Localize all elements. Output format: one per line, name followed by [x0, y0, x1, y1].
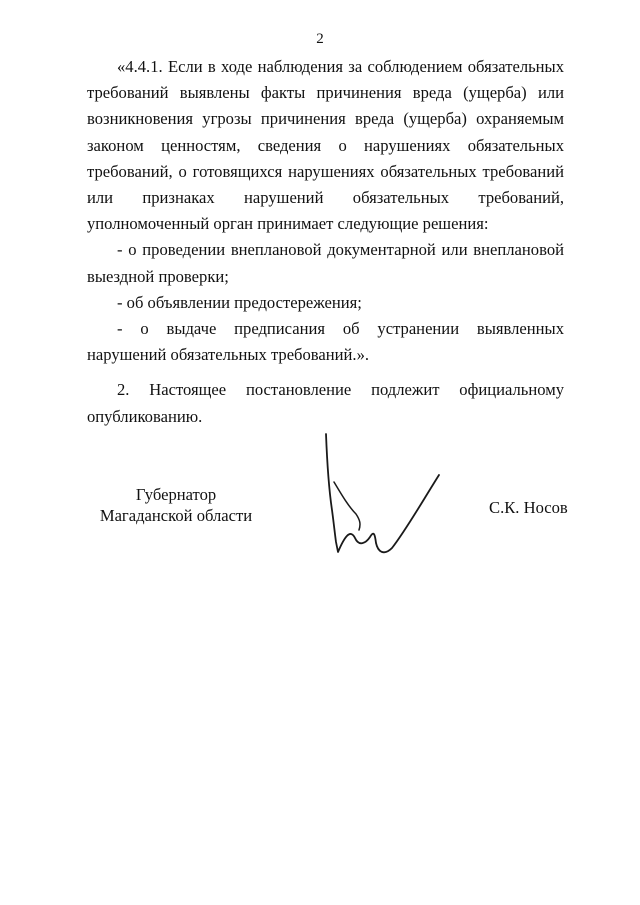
signatory-title-line1: Губернатор	[135, 485, 217, 504]
signatory-name: С.К. Носов	[489, 498, 568, 517]
handwritten-signature	[314, 430, 454, 570]
list-item-unscheduled-inspection: - о проведении внеплановой документарной или внеплановой выездной проверки;	[87, 240, 564, 286]
page-number: 2	[316, 31, 324, 47]
clause-4-4-1: «4.4.1. Если в ходе наблюдения за соблюдением обязательных требований выявлены факты причинения вреда (ущерба) или возникновения угрозы причинения вреда (ущерба) охраняемым законом ценностям, сведения о нарушениях обязательных требований, о готовящихся нарушениях обязательных требований или признаках нарушений обязательных требований, уполномоченный орган принимает следующие решения:	[87, 57, 564, 234]
signatory-title-line2: Магаданской области	[99, 506, 253, 525]
list-item-order: - о выдаче предписания об устранении выявленных нарушений обязательных требований.».	[87, 319, 564, 365]
signatory-title	[86, 484, 266, 526]
list-item-warning: - об объявлении предостережения;	[117, 292, 362, 312]
clause-2-publication: 2. Настоящее постановление подлежит официальному опубликованию.	[87, 380, 564, 426]
